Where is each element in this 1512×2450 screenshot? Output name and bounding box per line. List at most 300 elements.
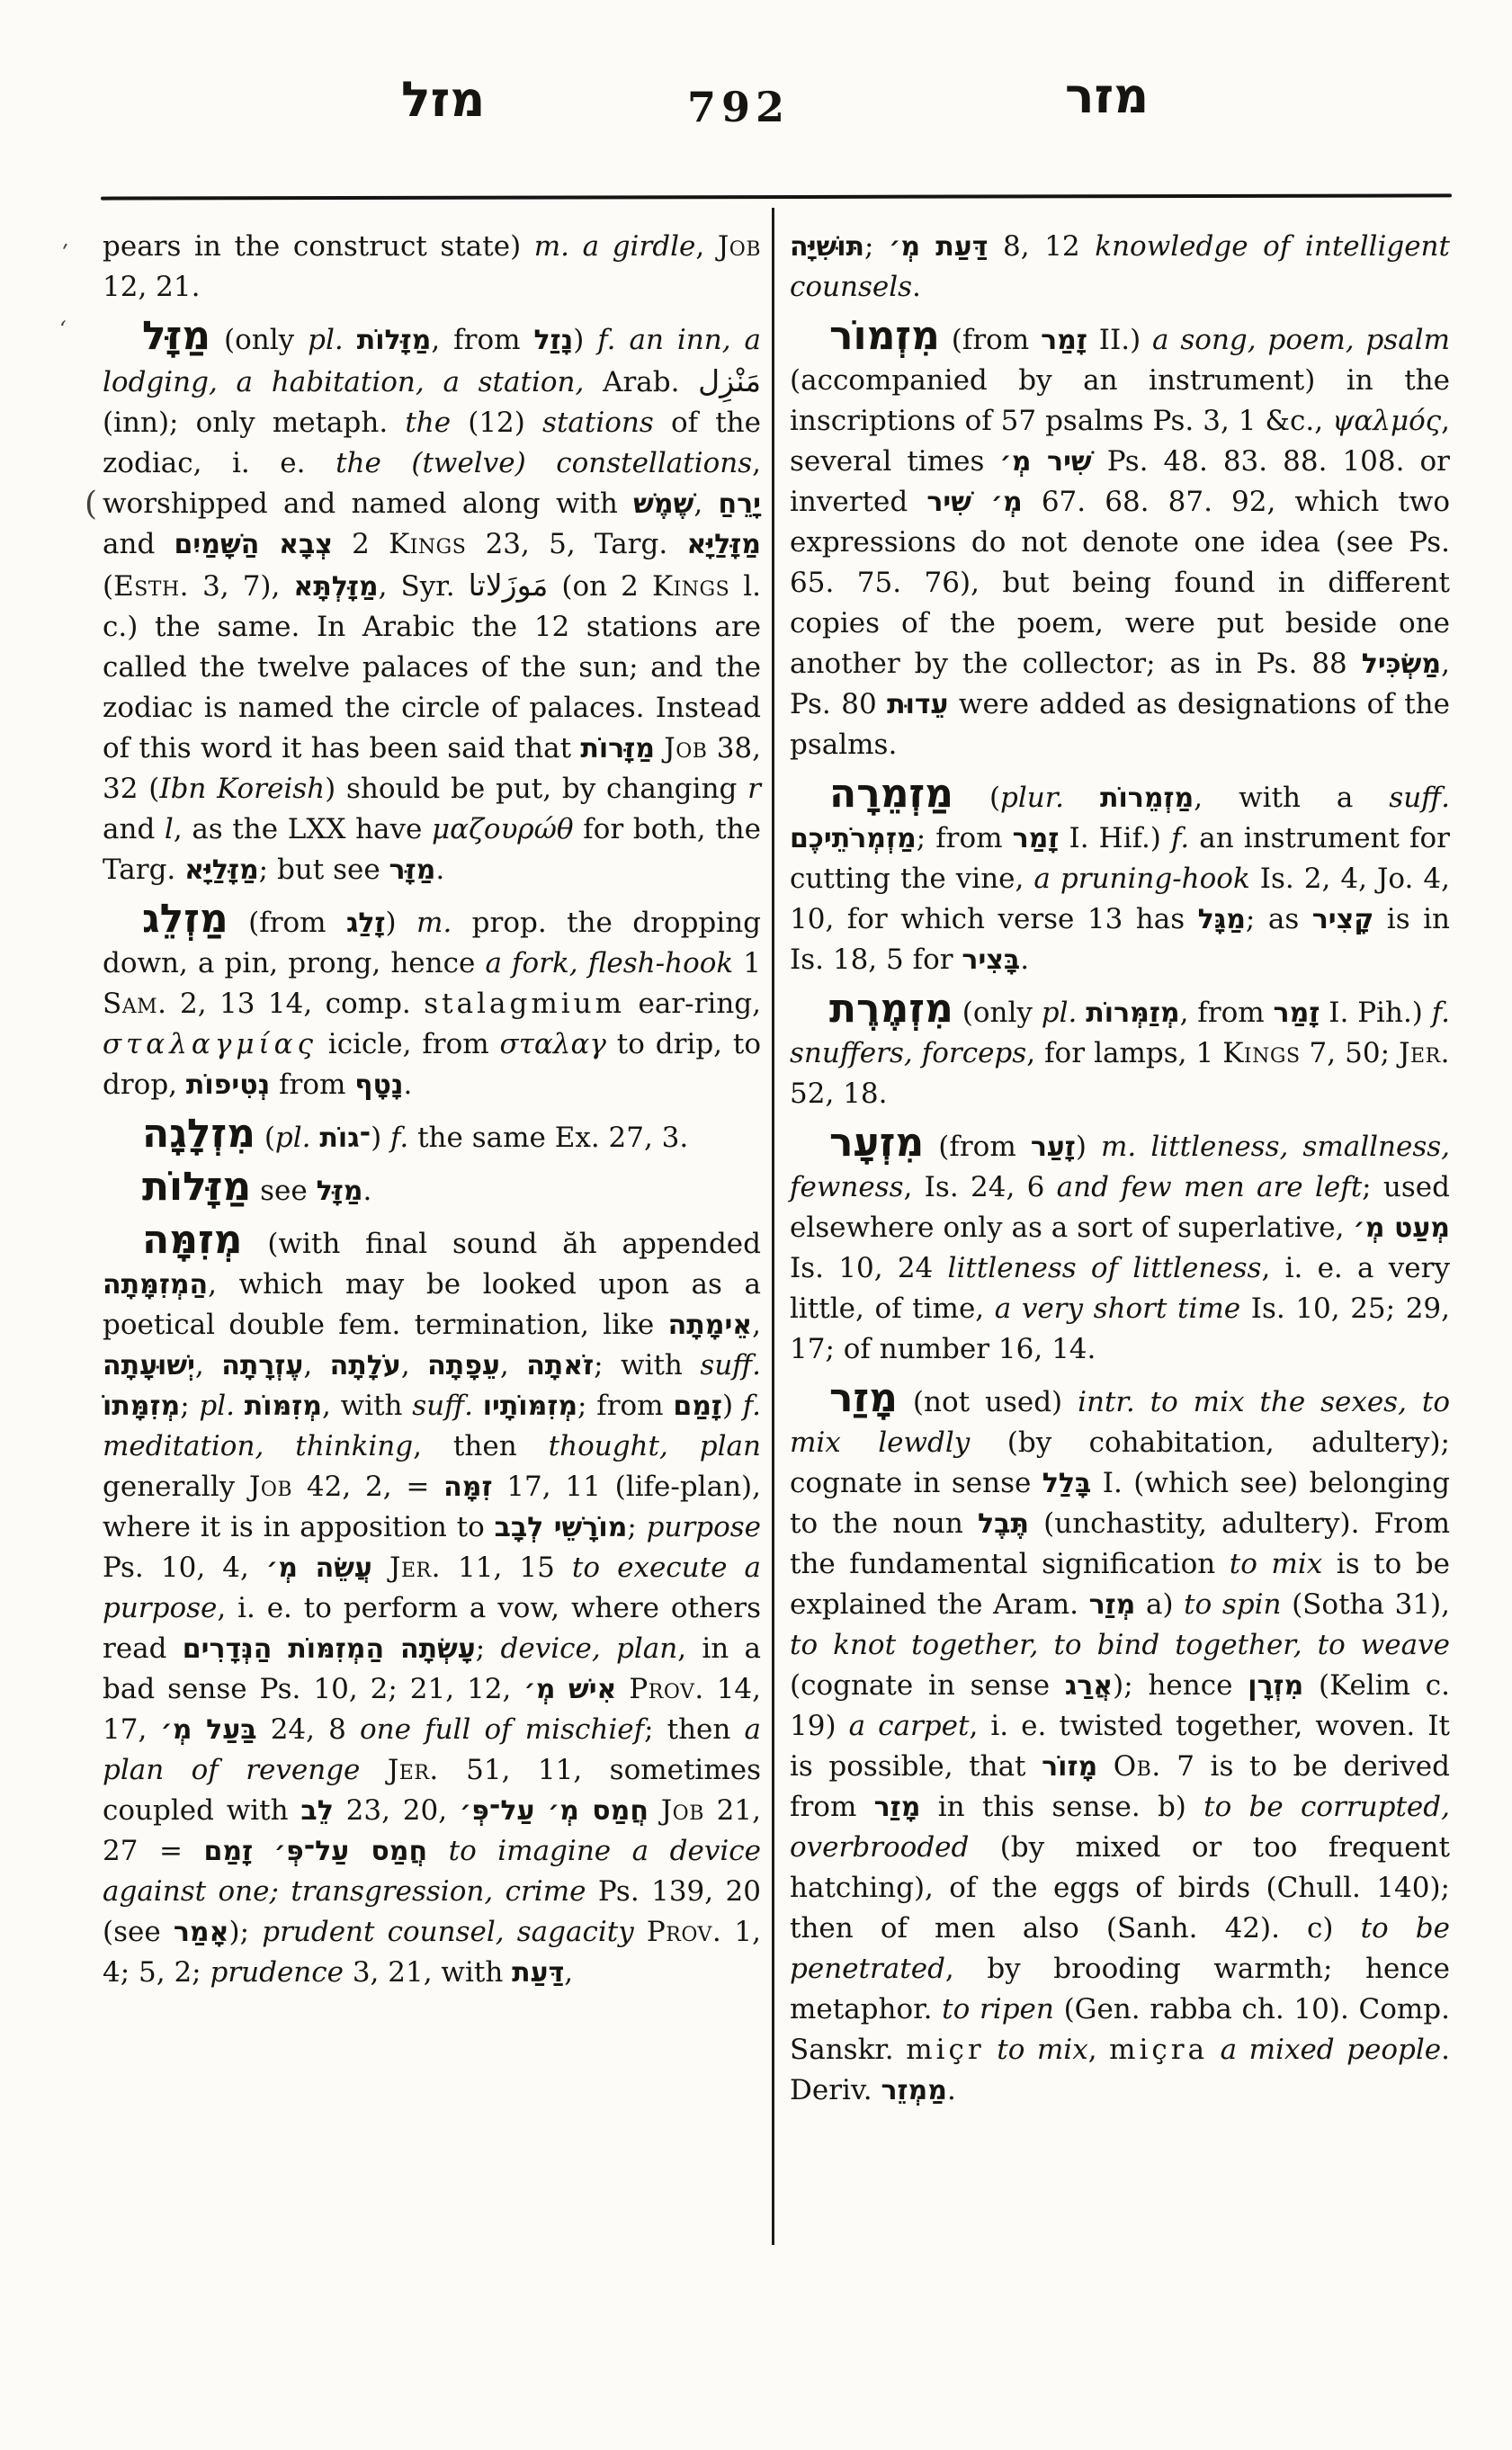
text-run-r: ( [255,1122,275,1154]
text-run-sc: Job [717,230,761,263]
text-run-i: stations [542,407,654,439]
text-run-he: מַזְמֵרוֹת [1099,782,1194,814]
text-run-i: and few men are left [1056,1171,1363,1203]
text-run-r: I. Pih.) [1320,997,1432,1029]
text-run-he: מְזִמָּתוֹ [103,1390,181,1422]
text-run-he: חֲמַס מְ׳ עַל־פְּ׳ [459,1795,649,1827]
text-run-r: (Gen. rabba ch. 10). Comp. Sanskr. [790,1993,1450,2066]
entry-mazzal [103,313,762,890]
text-run-r: 67. 68. 87. 92, which two expressions do not denote one idea (see Ps. 65. 75. 76), but being found in different copies of the poem, were put beside one another by the collector; as in Ps. 88 [790,486,1450,680]
text-run-r: , [400,1349,428,1381]
entry-mazar [790,1375,1451,2111]
text-run-he: זֹאתָה [526,1350,595,1381]
text-run-i: to mix [1229,1548,1323,1580]
text-run-r [1208,2034,1221,2066]
text-run-i: prudence [210,1956,344,1989]
text-run-r: (cognate in sense [790,1669,1065,1702]
text-run-r: 21, 27 = [103,1794,761,1867]
text-run-r: in this sense. b) [920,1791,1204,1823]
text-run-i: to ripen [942,1993,1054,2025]
text-run-r: (inn); only metaph. [103,407,406,439]
text-run-r [372,1551,389,1584]
text-run-r [1097,1750,1114,1783]
text-run-r: ; then [644,1713,745,1746]
text-run-i: a very short time [994,1292,1241,1325]
text-run-r: ( [103,570,114,603]
text-run-i: m. [416,907,452,939]
margin-stray-mark: ʹ [59,240,69,267]
text-run-he: מִזְרָן [1248,1670,1304,1702]
text-run-r: an instrument for cutting the vine, [790,822,1450,895]
text-run-r: , from [431,324,534,356]
text-run-r: . [435,854,445,886]
text-run-i: littleness of littleness [947,1252,1262,1284]
text-run-heh: מַזְמֵרָה [829,771,954,817]
text-run-he: עֵדוּת [887,689,949,720]
text-run-r: . [912,271,921,303]
text-run-sc: Jer. [389,1551,441,1584]
text-run-r: ) [385,907,417,939]
text-run-i: pl. [308,324,344,356]
text-run-he: ־גוֹת [319,1122,371,1154]
text-run-r [634,1916,647,1948]
text-run-r: , [564,1956,574,1989]
text-run-he: מָזַר [873,1792,921,1823]
text-run-heh: מִזְמוֹר [829,313,940,359]
text-run-he: מַזְמְרֹתֵיכֶם [790,823,917,854]
text-run-r: I. Hif.) [1059,822,1171,854]
text-run-r: ear-ring, [625,988,761,1020]
text-run-he: אִישׁ מְ׳ [523,1674,617,1705]
entry-mizmereth [790,988,1450,1114]
text-run-r: (from [924,1131,1031,1163]
text-run-he: מַזָּלְתָּא [293,571,379,603]
continuation-tushiyyah [790,227,1450,308]
text-run-i: l [164,813,174,845]
text-run-r: l. c.) the same. In Arabic the 12 stations are called the twelve palaces of the sun; and the zodiac is named the circle of palaces. Instead of this word it has been said that [103,570,762,765]
text-run-r: (Kelim c. 19) [790,1669,1450,1742]
text-run-r: ; [475,1632,501,1665]
text-run-i: device, plan [500,1632,678,1665]
text-run-r: ; from [916,822,1013,854]
entry-mizar [790,1122,1450,1370]
text-run-r: 11, 15 [440,1551,572,1584]
text-run-he: מְזִמּוֹת [244,1390,323,1422]
text-run-r: (by cohabitation, adultery); cognate in sense [790,1426,1451,1499]
text-run-i: pl. [274,1122,311,1154]
text-run-r: 14, 17, [103,1673,761,1746]
text-run-r: is to be explained the Aram. [790,1548,1450,1621]
text-run-r: Is. 10, 25; 29, 17; of number 16, 14. [790,1292,1450,1365]
text-run-r: (accompanied by an instrument) in the inscriptions of 57 psalms Ps. 3, 1 &c., [790,364,1450,437]
text-run-i: pl. [1041,997,1078,1029]
text-run-r: (from [228,907,346,939]
text-run-r: see [251,1175,317,1207]
text-run-r: of the zodiac, i. e. [103,407,761,479]
text-run-sc: Ob. [1113,1750,1161,1783]
text-run-r: , i. e. to perform a vow, where others read [103,1592,761,1665]
text-run-he: מַזָּלַיָּא [686,529,761,560]
continuation-girdle [103,227,761,308]
text-run-r: ; [180,1390,200,1422]
text-run-r: 7 is to be derived from [790,1750,1450,1823]
text-run-he: קָצִיר [1311,904,1374,935]
text-run-he: יָרֵחַ [718,488,761,520]
text-run-r: ) should be put, by changing [325,773,748,805]
text-run-he: תֶּבֶל [978,1508,1029,1540]
entry-mizlagah [103,1113,761,1158]
text-run-r: 12, 21. [103,271,201,303]
text-run-heh: מָזַר [829,1375,898,1421]
left-column [103,227,761,2001]
text-run-he: זָמַר [1012,823,1060,854]
text-run-r [1077,997,1086,1029]
text-run-r: . [403,1069,413,1101]
text-run-r: (only [210,324,309,356]
text-run-i: f. meditation, thinking [103,1390,762,1462]
text-run-r: , as the LXX have [173,813,433,845]
text-run-r: 8, 12 [988,230,1096,263]
text-run-r: (only [953,997,1042,1029]
text-run-r [344,324,357,356]
text-run-r: ) [371,1122,391,1154]
text-run-he: שִׁיר מְ׳ [999,446,1092,478]
text-run-r: , with [322,1390,413,1422]
text-run-ar: مَنْزِل [698,363,761,398]
text-run-r: , worshipped and named along with [103,447,762,520]
text-run-he: מְעַט מְ׳ [1353,1212,1450,1244]
text-run-he: מַמְזֵר [881,2075,947,2106]
text-run-i: a mixed people [1220,2034,1442,2066]
running-head-left-keyword: מזל [401,71,486,128]
right-column [790,227,1450,2119]
text-run-he: שֶׁמֶשׁ [633,488,694,520]
text-run-sc: Prov. [629,1673,704,1705]
text-run-r: , several times [790,405,1450,478]
text-run-r: (from [939,324,1042,356]
text-run-he: מַזָּלַיָּא [184,854,259,886]
text-run-r: and [103,528,174,560]
text-run-r: is in Is. 18, 5 for [790,903,1450,976]
text-run-r: were added as designations of the psalms. [790,688,1450,761]
text-run-r: , Syr. [378,570,469,603]
text-run-r: , [1087,2034,1110,2066]
text-run-r: (unchastity, adultery). From the fundamental signification [790,1507,1450,1580]
text-run-r: Is. 2, 4, Jo. 4, 10, for which verse 13 has [790,863,1450,935]
text-run-i: Ibn Koreish [159,773,326,805]
entry-mazleg [103,896,762,1105]
text-run-he: אֲרַג [1064,1670,1114,1702]
text-run-i: a plan of revenge [103,1713,761,1786]
text-run-gr: σταλαγ [499,1028,606,1060]
text-run-r: . Deriv. [790,2034,1451,2106]
text-run-r: and [103,813,165,845]
text-run-gr: μαζουρώθ [432,813,574,845]
text-run-r [427,1835,449,1867]
text-run-i: plur. [1000,782,1065,814]
column-divider-rule [772,208,774,2245]
text-run-sc: Job [248,1471,293,1503]
text-run-r: , for lamps, 1 [1026,1037,1223,1069]
margin-stray-mark: ʻ [59,317,67,342]
text-run-he: מְזַר [1088,1589,1136,1621]
text-run-he: עֶזְרָתָה [221,1350,304,1381]
text-run-he: לֵב [300,1795,334,1827]
text-run-r [985,2034,998,2066]
text-run-heh: מַזָּל [142,313,211,359]
text-run-he: זָלַג [345,908,386,939]
text-run-r [649,1794,661,1827]
text-run-r: 42, 2, = [292,1471,444,1503]
text-run-sc: Sam. [103,988,167,1020]
text-run-r: 7, 50; [1300,1037,1400,1069]
text-run-sc: Kings [1222,1037,1301,1069]
text-run-he: בָּלַל [1042,1468,1092,1499]
text-run-r: to drip, to drop, [103,1028,761,1101]
text-run-he: אָמַר [173,1917,229,1948]
text-run-i: f. [597,324,616,356]
text-run-sp: miçr [906,2034,985,2066]
text-run-gr: ψαλμός [1332,405,1442,437]
text-run-he: מַשְׂכִּיל [1361,648,1442,680]
text-run-r: 23, 5, Targ. [466,528,687,560]
text-run-he: צְבָא הַשָּׁמַיִם [174,529,333,560]
text-run-he: הַמְזִמָּתָה [103,1269,209,1301]
text-run-r: ; but see [258,854,389,886]
text-run-r: , then [413,1430,549,1462]
text-run-i: f. [390,1122,409,1154]
text-run-r: , [752,1309,761,1341]
text-run-he: בַּעַל מְ׳ [160,1714,257,1746]
text-run-i: prudent counsel, sagacity [262,1916,634,1948]
text-run-r: , in a bad sense Ps. 10, 2; 21, 12, [103,1632,761,1705]
header-rule [101,193,1452,200]
text-run-r: Ps. 139, 20 (see [103,1875,761,1948]
text-run-r: 52, 18. [790,1077,888,1110]
text-run-r: (with final sound ăh appended [242,1228,761,1260]
text-run-i: suff. [1389,782,1450,814]
text-run-r: , with a [1194,782,1390,814]
text-run-r: , Ps. 80 [790,648,1450,720]
text-run-r: ; from [577,1390,674,1422]
text-run-i: the (twelve) constellations [336,447,753,479]
text-run-sp: miçra [1109,2034,1209,2066]
text-run-he: עֵפָתָה [427,1350,500,1381]
text-run-r: , [499,1349,527,1381]
text-run-r: ); [228,1916,263,1948]
text-run-he: נָזַל [533,325,574,356]
text-run-r: 3, 7), [189,570,294,603]
text-run-he: דַּעַת מְ׳ [889,231,989,263]
text-run-sy: مَوزَلاتا [468,568,549,603]
text-run-r: (on 2 [548,570,652,603]
text-run-r: ) [573,324,598,356]
text-run-he: זָמַר [1041,325,1087,356]
text-run-r: ; as [1245,903,1312,935]
margin-paren-mark: ( [85,486,98,523]
xref-mazzaloth [103,1164,761,1212]
text-run-r: 2, 13 14, comp. [166,988,425,1020]
text-run-r [1064,782,1100,814]
text-run-r [235,1390,245,1422]
entry-mazmerah [790,773,1450,980]
text-run-i: purpose [646,1511,761,1543]
text-run-he: מַזָּרוֹת [580,733,655,765]
text-run-r: . [1020,943,1030,976]
text-run-he: אֵימָתָה [667,1310,753,1341]
text-run-r: Ps. 10, 4, [103,1551,266,1584]
text-run-he: עֲשֵׂה מְ׳ [265,1552,372,1584]
text-run-i: to spin [1184,1588,1282,1621]
text-run-he: דַּעַת [512,1957,565,1989]
text-run-i: an inn, a lodging, a habitation, a station, [103,324,762,398]
text-run-he: מְזַמְּרוֹת [1086,997,1180,1029]
text-run-he: מוֹרָשֵׁי לְבָב [494,1512,628,1543]
text-run-r: 1 [733,947,762,979]
text-run-sp: stalagmium [424,988,626,1020]
text-run-r: ; with [594,1349,701,1381]
text-run-r: , [695,230,718,263]
text-run-r: Is. 10, 24 [790,1252,948,1284]
text-run-sc: Jer. [387,1754,439,1786]
text-run-heh: מְזִמָּה [142,1217,243,1263]
text-run-r: . [946,2074,956,2106]
text-run-he: מַזָּר [389,854,436,886]
text-run-he: תּוּשִׁיָּה [790,231,864,263]
text-run-r: II.) [1087,324,1153,356]
text-run-he: יְשׁוּעָתָה [103,1350,195,1381]
text-run-r: ) [721,1390,743,1422]
text-run-r: pears in the construct state) [103,230,534,263]
text-run-he: זָמַם [203,1836,254,1867]
text-run-i: r [747,773,761,805]
text-run-heh: מִזְעָר [829,1120,925,1166]
text-run-r: 2 [332,528,389,560]
page-number: 792 [687,83,791,131]
text-run-he: זִמָּה [443,1471,493,1503]
text-run-r [616,324,630,356]
text-run-i: to be penetrated [790,1912,1450,1985]
text-run-r: . [362,1175,372,1207]
text-run-r: the same Ex. 27, 3. [408,1122,689,1154]
text-run-r: (12) [451,407,543,439]
text-run-sc: Prov. [646,1916,722,1948]
text-run-he: עֹלָתָה [329,1350,401,1381]
text-run-sc: Job [660,1794,704,1827]
text-run-r: icicle, from [317,1028,500,1060]
text-run-r: ) [1075,1131,1102,1163]
text-run-i: intr. to mix the sexes, to mix lewdly [790,1386,1450,1459]
text-run-he: זָמַם [673,1390,722,1422]
text-run-r: 24, 8 [256,1713,360,1746]
text-run-r: for both, the Targ. [103,813,761,886]
text-run-r: prop. the dropping down, a pin, prong, hence [103,907,762,979]
text-run-r: ; [863,230,890,263]
text-run-r: Arab. [584,366,699,398]
text-run-r: , i. e. a very little, of time, [790,1252,1450,1325]
text-run-i: suff. [412,1390,473,1422]
text-run-r: 1, 4; 5, 2; [103,1916,761,1989]
text-run-r: , which may be looked upon as a poetical double fem. termination, like [103,1268,761,1341]
text-run-i: pl. [199,1390,236,1422]
text-run-r: 23, 20, [333,1794,460,1827]
text-run-r: ); hence [1113,1669,1248,1702]
text-run-i: to execute a purpose [103,1551,761,1624]
text-run-r: 3, 21, with [343,1956,513,1989]
running-head-right-keyword: מזר [1065,67,1150,124]
text-run-r: 38, 32 ( [103,732,762,805]
text-run-he: מְ׳ שִׁיר [926,487,1023,518]
text-run-sc: Kings [651,570,730,603]
text-run-he: מַזָּל [316,1176,363,1207]
entry-mezimmah [103,1217,762,1993]
text-run-heh: מִזְלָגָה [142,1111,255,1157]
text-run-he: מָזוֹר [1042,1751,1098,1783]
text-run-i: one full of mischief [360,1713,645,1746]
text-run-he: מַזָּלוֹת [356,325,432,356]
text-run-r: , [693,487,719,520]
text-run-i: suff. [700,1349,762,1381]
text-run-r: from [270,1069,355,1101]
text-run-r [655,732,664,765]
text-run-i: a pruning-hook [1033,863,1250,895]
text-run-r: ; used elsewhere only as a sort of superlative, [790,1171,1450,1244]
text-run-i: f. [1170,822,1190,854]
text-run-r [360,1754,387,1786]
text-run-he: נָטָף [354,1069,404,1101]
text-run-i: f. snuffers, forceps [790,997,1451,1069]
text-run-r: , i. e. twisted together, woven. It is possible, that [790,1710,1450,1783]
text-run-i: the [405,407,452,439]
text-run-he: נְטִיפוֹת [185,1069,271,1101]
text-run-r [311,1122,320,1154]
text-run-i: a carpet [848,1710,970,1742]
text-run-r: , Is. 24, 6 [903,1171,1057,1203]
text-run-he: חֲמַס עַל־פְּ׳ [273,1836,428,1867]
text-run-heh: מַזָּלוֹת [142,1164,252,1210]
text-run-r: , [194,1349,222,1381]
text-run-r: ; [627,1511,647,1543]
text-run-he: עָשְׂתָה הַמְזִמּוֹת הַנְּדָרִים [182,1633,476,1665]
text-run-i: m. a girdle [533,230,696,263]
text-run-r: , by brooding warmth; hence metaphor. [790,1953,1450,2025]
text-run-he: מְזִמּוֹתָיו [482,1390,578,1422]
text-run-r: generally [103,1471,249,1503]
text-run-r: (Sotha 31), [1281,1588,1450,1621]
text-run-he: זָעַר [1030,1131,1076,1163]
text-run-r: 17, 11 (life-plan), where it is in apposition to [103,1471,761,1543]
text-run-he: בָּצִיר [962,944,1021,976]
text-run-sc: Jer. [1399,1037,1450,1069]
text-run-i: m. littleness, smallness, fewness [790,1131,1451,1203]
text-run-i: to knot together, to bind together, to weave [790,1629,1450,1661]
text-run-i: a song, poem, psalm [1152,324,1450,356]
text-run-sc: Job [664,732,708,765]
text-run-i: to be corrupted, overbrooded [790,1791,1450,1864]
entry-mizmor [790,313,1450,765]
text-run-heh: מִזְמֶרֶת [829,986,953,1032]
text-run-he: מַגָּל [1197,904,1246,935]
text-run-r: (not used) [897,1386,1078,1418]
text-run-r: Ps. 48. 83. 88. 108. or inverted [790,445,1450,518]
text-run-i: knowledge of intelligent counsels [790,230,1450,303]
text-run-r: ( [953,782,1001,814]
text-run-i: to mix [997,2034,1088,2066]
text-run-r [473,1390,483,1422]
text-run-r: (by mixed or too frequent hatching), of the eggs of birds (Chull. 140); then of men also (Sanh. 42). c) [790,1831,1450,1945]
text-run-sc: Kings [389,528,467,560]
text-run-r: , from [1179,997,1274,1029]
